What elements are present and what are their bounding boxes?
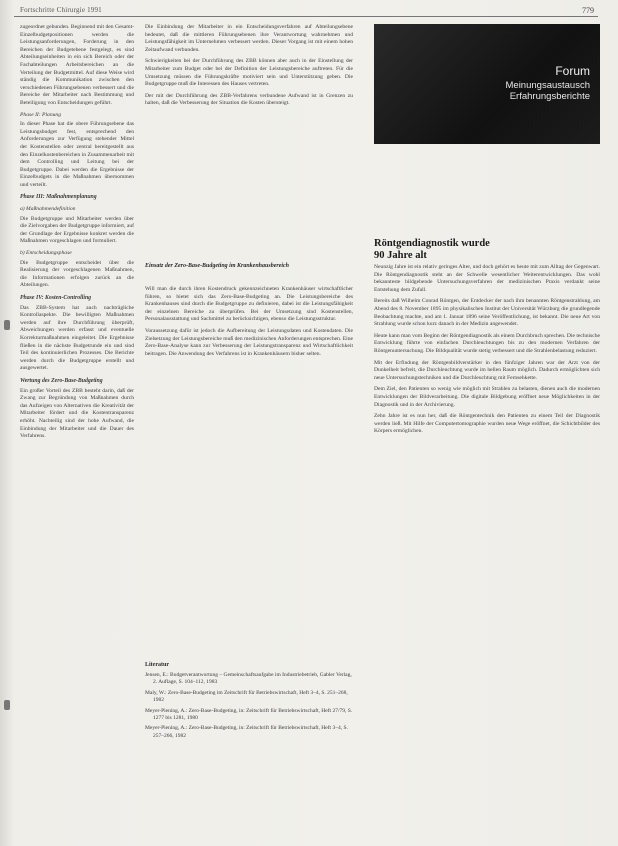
column-2-top [145, 24, 353, 258]
paragraph: Heute kann man vom Beginn der Röntgendiagnostik als einem Durchbruch sprechen. Die technische Entwicklung führte von einfachen Durchleuchtungen bis zu den modernen Verfahren der Röntgenuntersuchung. Die Bildqualität wurde stetig verbessert und die Strahlenbelastung reduziert. [374, 332, 600, 354]
literature-list [145, 672, 353, 743]
paragraph: Zehn Jahre ist es nun her, daß die Röntgentechnik den Patienten zu einem Teil der Diagnostik werden ließ. Mit Hilfe der Computertomographie wurden neue Wege eröffnet, die Schichtbilder des Körpers ermöglichen. [374, 413, 600, 435]
paragraph: Die Einbindung der Mitarbeiter in ein Entscheidungsverfahren auf Abteilungsebene bedeutet, daß die mittleren Führungsebenen ihre Verantwortung wahrnehmen und Leistungsfähigkeit im Unternehmen verbessert werden. Dieser Vorgang ist mit einem hohen Zeitaufwand verbunden. [145, 24, 353, 53]
paragraph: In dieser Phase hat die obere Führungsebene das Leistungsbudget fest, entsprechend den Anforderungen zur Verfügung stehender Mittel der Kostenstellen oder zentral bereitgestellt aus den Einzelkostenbereichen in Zusammenarbeit mit dem Controlling und Leitung bei der Budgetgruppe. Dabei werden die Ergebnisse der Einzelbudgets in die Maßnahmen übernommen und verteilt. [20, 121, 134, 188]
paragraph: Neunzig Jahre ist ein relativ geringes Alter, und doch gehört es heute mit zum Alltag der Gegenwart. Die Röntgendiagnostik steht an der Schwelle wesentlicher Weiterentwicklungen. Das wohl bekannteste bildgebende Untersuchungsverfahren der medizinischen Praxis verdankt seine Entstehung dem Zufall. [374, 264, 600, 293]
binding-hole-mark [4, 320, 10, 330]
reference: Jensen, E.: Budgetverantwortung – Gemeinschaftsaufgabe im Industriebetrieb, Gabler Verlag, 2. Auflage, S. 104–112, 1983 [145, 672, 352, 686]
paragraph: Bereits daß Wilhelm Conrad Röntgen, der Entdecker der nach ihm benannten Röntgenstrahlung, am Abend des 8. November 1895 im physikalischen Institut der Universität Würzburg die grundlegende Beobachtung machte, und am 1. Januar 1896 seine Veröffentlichung, ist bekannt. Die neue Art von Strahlung wurde schon kurz danach in der Medizin angewendet. [374, 298, 600, 328]
column-2-bottom [145, 286, 353, 556]
paragraph: Voraussetzung dafür ist jedoch die Aufbereitung der Leistungsdaten und Kostendaten. Die Zielsetzung der Leistungsbereiche muß den medizinischen Anforderungen entsprechen. Eine Zero-Base-Analyse kann zur Verbesserung der Leistungstransparenz und Wirtschaftlichkeit beitragen. Die Anwendung des Verfahrens ist in Krankenhäusern bisher selten. [145, 327, 353, 357]
forum-banner [374, 24, 600, 144]
reference: Maly, W.: Zero-Base-Budgeting im Zeitschrift für Betriebswirtschaft, Heft 3–4, S. 251–268, 1982 [145, 689, 348, 704]
paragraph: Ein großer Vorteil des ZBB besteht darin, daß der Zwang zur Begründung von Maßnahmen durch das Aufzeigen von Alternativen die Kreativität der Mitarbeiter fördert und die Kostentransparenz erhöht. Nachteilig sind der hohe Aufwand, die Einbindung der Mitarbeiter und die Dauer des Verfahrens. [20, 387, 134, 440]
forum-subtitle [506, 80, 591, 102]
reference: Meyer-Piening, A.: Zero-Base-Budgeting, in: Zeitschrift für Betriebswirtschaft, Heft 27/79, S. 1277 bis 1281, 1980 [145, 707, 353, 722]
subheading: Phase II: Planung [20, 111, 62, 118]
paragraph: zugeordnet gebunden. Beginnend mit den Gesamt-Einzelbudgetpositionen werden die Leistungsanforderungen, Forderung in den Bereichen der Budgetebene festgelegt, es sind Abteilungseinheiten in ein sich Bereich oder der Fachabteilungen Arbeitsbereichen an die Verteilung der Budgetmittel. Auf diese Weise wird ständig die Kommunikation zwischen den verschiedenen Führungsebenen verbessert und die Bereiche der Mitarbeiter nach Bestimmung und Beteiligung von Entscheidungen geführt. [20, 24, 134, 106]
header-rule [14, 16, 598, 17]
column-1 [20, 24, 134, 744]
paragraph: Der mit der Durchführung des ZBB-Verfahrens verbundene Aufwand ist in Grenzen zu halten, daß die Verbesserung der Situation die Kosten übersteigt. [145, 92, 353, 107]
subheading: Wertung des Zero-Base-Budgeting [20, 377, 103, 384]
article-title-line: 90 Jahre alt [374, 250, 427, 261]
paragraph: Die Budgetgruppe entscheidet über die Realisierung der vorgeschlagenen Maßnahmen, die Informationen erfolgen zurück an die Abteilungen. [20, 259, 134, 289]
reference: Meyer-Piening, A.: Zero-Base-Budgeting, in: Zeitschrift für Betriebswirtschaft, Heft 3–4, S. 257–266, 1982 [145, 725, 348, 739]
subheading: Phase IV: Kosten-Controlling [20, 295, 92, 301]
column-3 [374, 264, 600, 824]
running-head: Fortschritte Chirurgie 1991 [20, 6, 102, 14]
literature-heading: Literatur [145, 662, 169, 668]
article-title-line: Röntgendiagnostik wurde [374, 238, 490, 249]
subheading: a) Maßnahmendefinition [20, 206, 76, 213]
subheading: Phase III: Maßnahmenplanung [20, 194, 97, 201]
paragraph: Die Budgetgruppe und Mitarbeiter werden über die Zielvorgaben der Budgetgruppe informiert, auf der Grundlage der Ergebnisse konkret werden die Maßnahmen vorgeschlagen und formuliert. [20, 215, 134, 245]
forum-title: Forum [555, 64, 590, 78]
section-heading: Einsatz der Zero-Base-Budgeting im Krankenhausbereich [145, 263, 290, 269]
forum-subtitle-line: Meinungsaustausch [505, 80, 590, 91]
paragraph: Schwierigkeiten bei der Durchführung des ZBB können aber auch in der Einstellung der Mitarbeiter zum Budget oder bei der Definition der Leistungsbereiche auftreten. Für die Umsetzung müssen die Führungskräfte motiviert sein und Unterstützung geben. Die Budgetgruppe muß die Interessen des Hauses vertreten. [145, 58, 353, 88]
paragraph: Das ZBB-System hat auch nachträgliche Kontrollaspekte. Die bewilligten Maßnahmen werden auf ihre Durchführung überprüft, Abweichungen werden erfasst und eventuelle Korrekturmaßnahmen eingeleitet. Die Ergebnisse fließen in die nächste Budgetrunde ein und sind Teil des kontinuierlichen Prozesses. Die Berichte werden durch die Budgetgruppe erstellt und ausgewertet. [20, 304, 134, 372]
paragraph: Mit der Erfindung der Röntgenbildverstärker in den fünfziger Jahren war der Arzt von der Dunkelheit befreit, die Durchleuchtung wurde im hellen Raum möglich. Dadurch ermöglichten sich neue Untersuchungstechniken und die Durchleuchtung mit Fernsehkette. [374, 359, 600, 381]
paragraph: Dem Ziel, den Patienten so wenig wie möglich mit Strahlen zu belasten, dienen auch die modernen Entwicklungen der Bildverarbeitung. Die digitale Bildgebung eröffnet neue Möglichkeiten in der Diagnostik und in der Archivierung. [374, 386, 600, 408]
binding-hole-mark [4, 700, 10, 710]
subheading: b) Entscheidungsphase [20, 250, 72, 257]
page-number: 779 [582, 6, 594, 15]
forum-subtitle-line: Erfahrungsberichte [509, 91, 590, 102]
article-title [374, 238, 600, 262]
paragraph: Will man die durch ihren Kostendruck gekennzeichneten Krankenhäuser wirtschaftlicher führen, so bietet sich das Zero-Base-Budgeting an. Die Leistungsbereiche des Krankenhauses sind durch die Budgetgruppe zu definieren, dabei ist die Leistungsfähigkeit der einzelnen Bereiche zu überprüfen. Bei der Umsetzung sind Kostenstellen, Personalausstattung und Sachmittel zu berücksichtigen, ebenso die Leistungsstruktur. [145, 286, 353, 323]
